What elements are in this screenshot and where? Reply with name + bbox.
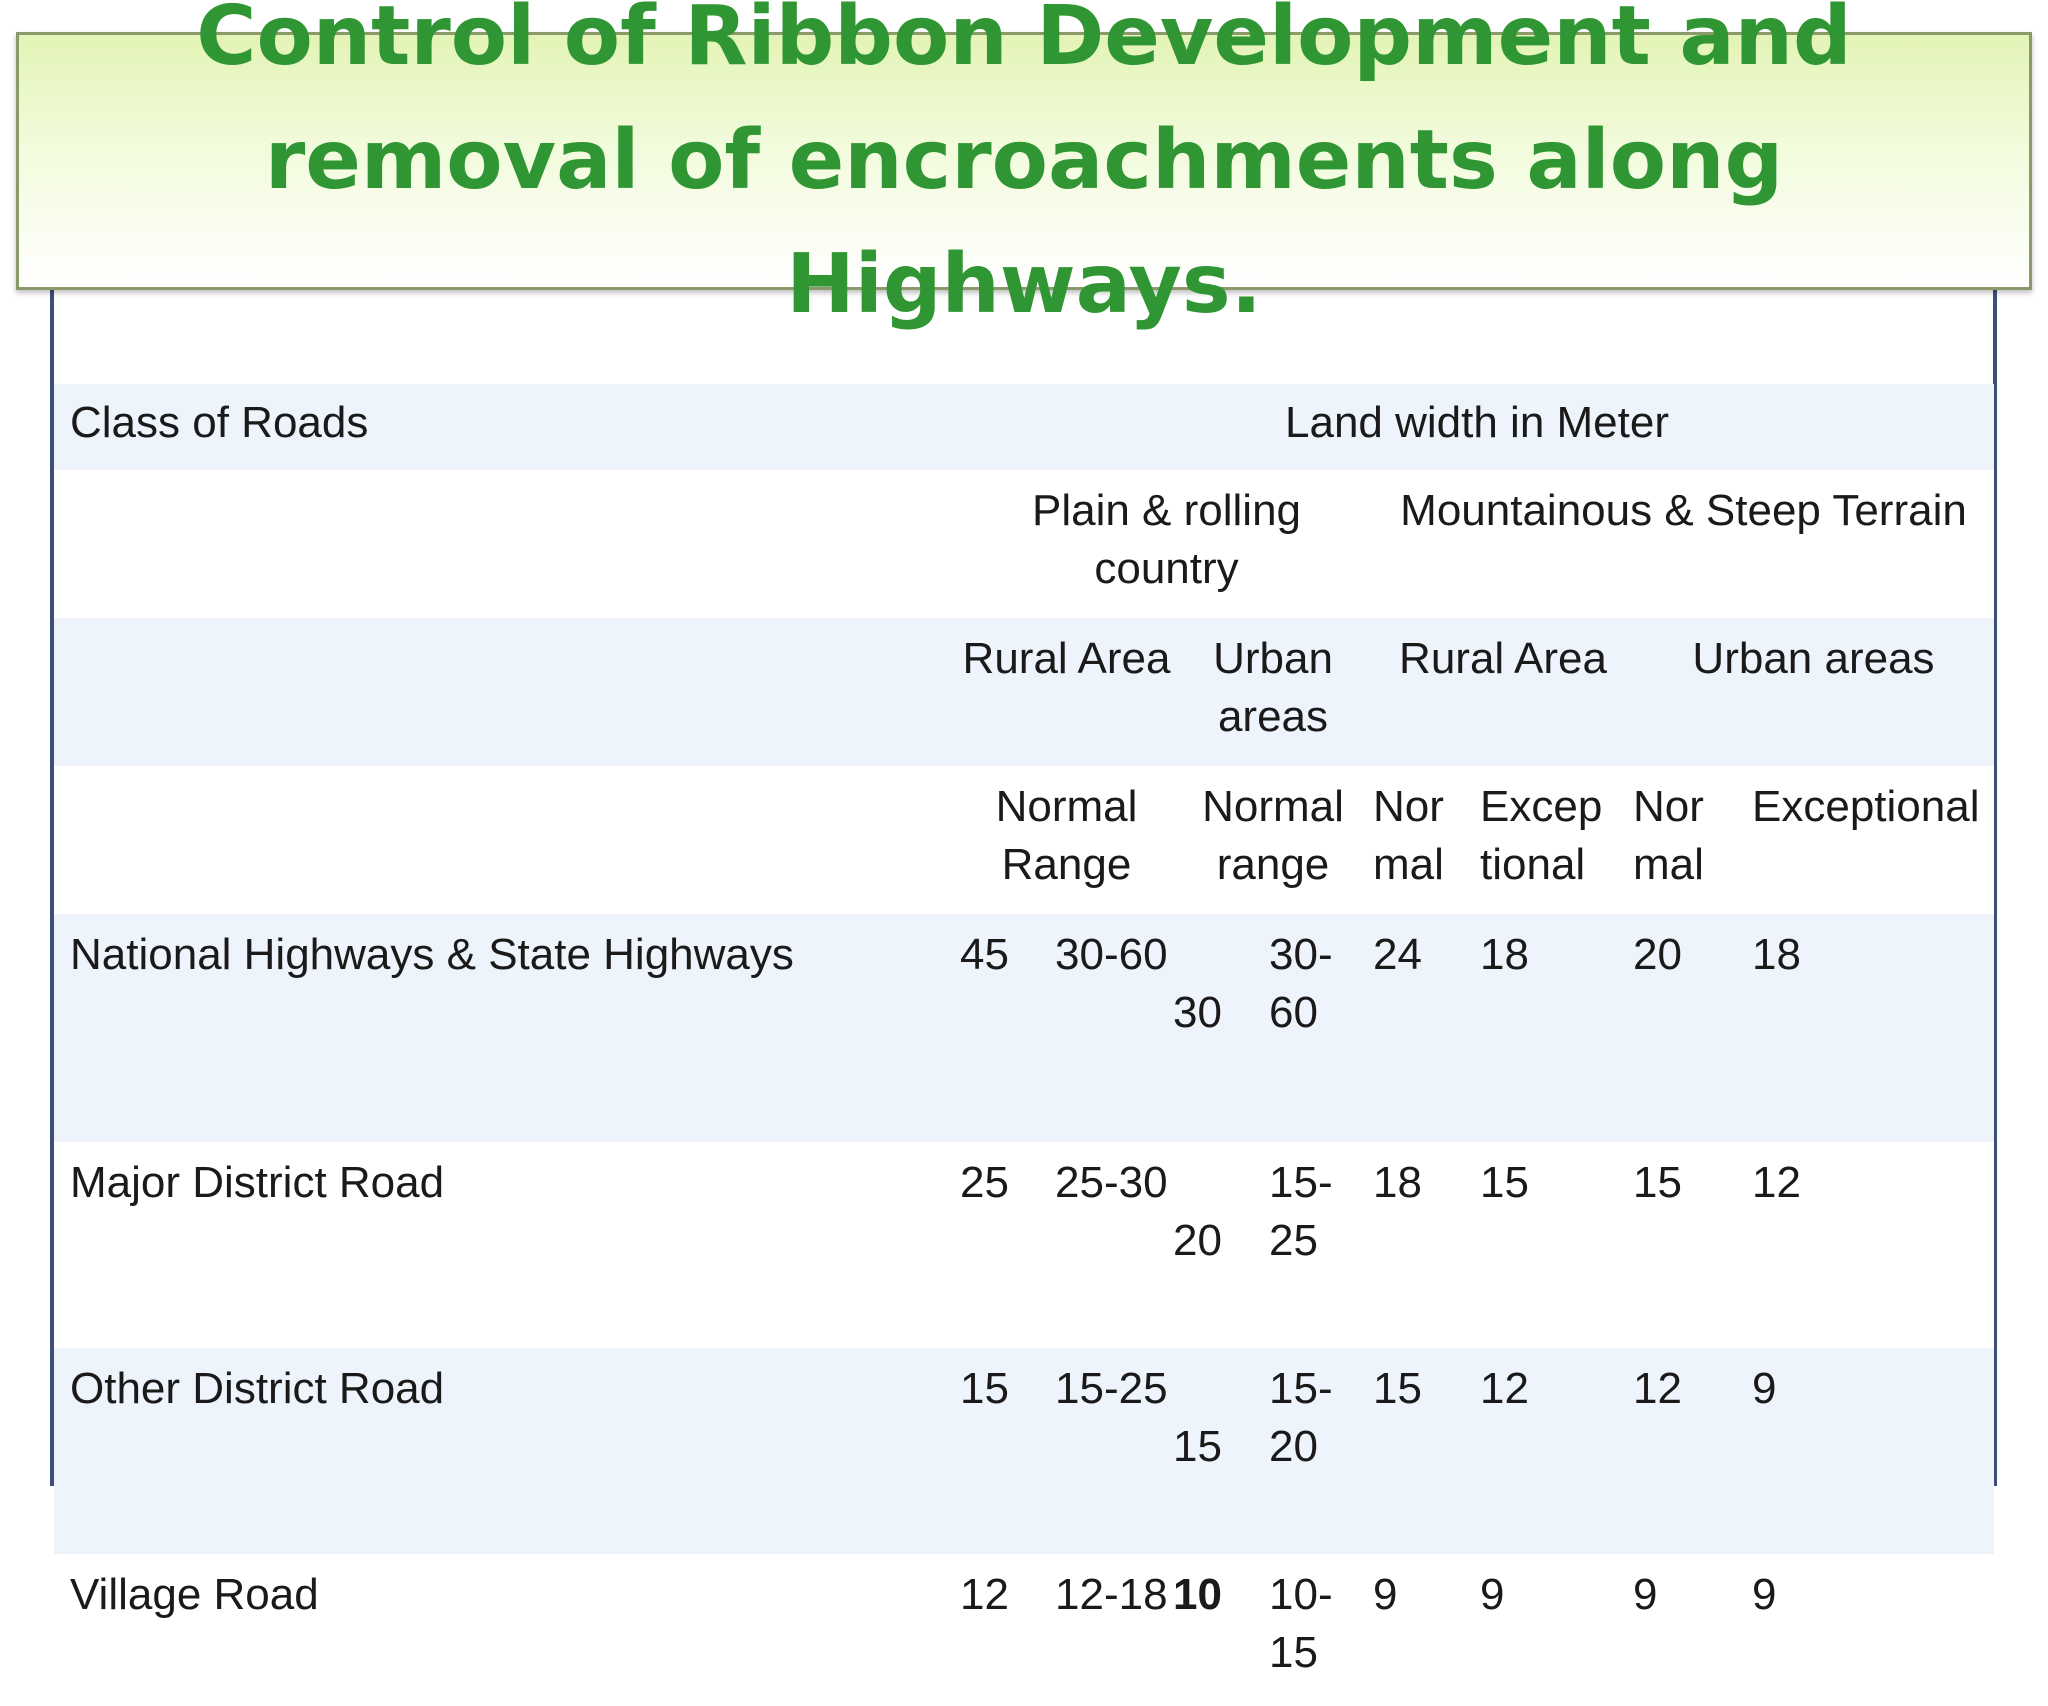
plain-urban-range-value: 15-25 [1269, 1142, 1373, 1348]
title-banner [16, 0, 2032, 332]
land-width-header: Land width in Meter [960, 384, 1994, 470]
mountainous-header: Mountainous & Steep Terrain [1373, 470, 1994, 618]
slide-title: Control of Ribbon Development and removal of encroachments along Highways. [196, 0, 1852, 332]
plain-rural-normal-value: 45 [960, 914, 1055, 1142]
mountain-urban-normal-value: 20 [1633, 914, 1752, 1142]
mountain-rural-header: Rural Area [1373, 618, 1633, 766]
plain-urban-range-value: 10-15 [1269, 1554, 1373, 1706]
mountain-rural-normal-header: Nor mal [1373, 766, 1480, 914]
plain-rural-normal-header: Normal Range [960, 766, 1173, 914]
empty-header-cell [54, 618, 960, 766]
mountain-urban-normal-value: 9 [1633, 1554, 1752, 1706]
plain-rural-header: Rural Area [960, 618, 1173, 766]
header-row-2 [54, 470, 1994, 618]
road-class-name: Village Road [54, 1554, 960, 1706]
plain-urban-normal-value: 30 [1173, 914, 1269, 1142]
plain-rolling-header: Plain & rolling country [960, 470, 1373, 618]
plain-rural-range-value: 12-18 [1055, 1554, 1173, 1706]
plain-rural-range-value: 15-25 [1055, 1348, 1173, 1554]
mountain-urban-normal-value: 12 [1633, 1348, 1752, 1554]
table-row [54, 1142, 1994, 1348]
plain-rural-normal-value: 15 [960, 1348, 1055, 1554]
mountain-urban-normal-header: Nor mal [1633, 766, 1752, 914]
plain-urban-header: Urban areas [1173, 618, 1373, 766]
mountain-rural-exceptional-header: Excep tional [1480, 766, 1633, 914]
mountain-urban-exceptional-value: 9 [1752, 1554, 1994, 1706]
mountain-urban-exceptional-value: 9 [1752, 1348, 1994, 1554]
plain-rural-normal-value: 25 [960, 1142, 1055, 1348]
plain-rural-range-value: 30-60 [1055, 914, 1173, 1142]
land-width-table-container [54, 384, 1994, 1706]
road-class-name: National Highways & State Highways [54, 914, 960, 1142]
road-class-name: Other District Road [54, 1348, 960, 1554]
class-of-roads-header: Class of Roads [54, 384, 960, 470]
mountain-rural-normal-value: 24 [1373, 914, 1480, 1142]
table-row [54, 1554, 1994, 1706]
plain-urban-normal-header: Normal range [1173, 766, 1373, 914]
plain-rural-normal-value: 12 [960, 1554, 1055, 1706]
mountain-urban-normal-value: 15 [1633, 1142, 1752, 1348]
empty-header-cell [54, 766, 960, 914]
plain-urban-range-value: 30-60 [1269, 914, 1373, 1142]
mountain-urban-exceptional-value: 12 [1752, 1142, 1994, 1348]
mountain-urban-exceptional-value: 18 [1752, 914, 1994, 1142]
mountain-urban-exceptional-header: Exceptional [1752, 766, 1994, 914]
mountain-rural-normal-value: 18 [1373, 1142, 1480, 1348]
plain-urban-normal-value: 10 [1173, 1554, 1269, 1706]
mountain-urban-header: Urban areas [1633, 618, 1994, 766]
header-row-4 [54, 766, 1994, 914]
mountain-rural-normal-value: 15 [1373, 1348, 1480, 1554]
plain-urban-normal-value: 15 [1173, 1348, 1269, 1554]
empty-header-cell [54, 470, 960, 618]
table-row [54, 914, 1994, 1142]
table-row [54, 1348, 1994, 1554]
plain-urban-normal-value: 20 [1173, 1142, 1269, 1348]
plain-rural-range-value: 25-30 [1055, 1142, 1173, 1348]
mountain-rural-exceptional-value: 15 [1480, 1142, 1633, 1348]
road-class-name: Major District Road [54, 1142, 960, 1348]
mountain-rural-exceptional-value: 12 [1480, 1348, 1633, 1554]
mountain-rural-exceptional-value: 9 [1480, 1554, 1633, 1706]
plain-urban-range-value: 15-20 [1269, 1348, 1373, 1554]
mountain-rural-exceptional-value: 18 [1480, 914, 1633, 1142]
mountain-rural-normal-value: 9 [1373, 1554, 1480, 1706]
header-row-1 [54, 384, 1994, 470]
header-row-3 [54, 618, 1994, 766]
land-width-table [54, 384, 1994, 1706]
